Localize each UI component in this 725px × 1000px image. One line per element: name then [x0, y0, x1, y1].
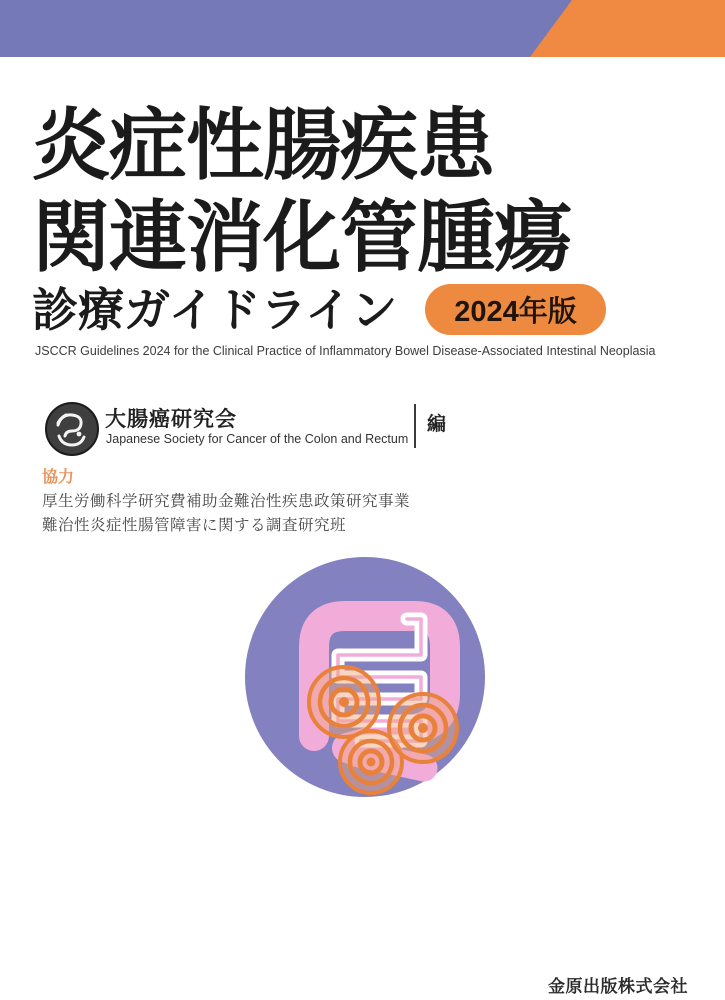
title-line-3: 診療ガイドライン [32, 284, 398, 336]
title-line-2: 関連消化管腫瘍 [32, 193, 572, 281]
tumor-target-left [308, 666, 380, 738]
tumor-target-right [388, 693, 458, 763]
society-name-japanese: 大腸癌研究会 [105, 408, 237, 431]
cooperation-line-1: 厚生労働科学研究費補助金難治性疾患政策研究事業 [42, 493, 411, 510]
cooperation-label: 協力 [42, 469, 75, 486]
editor-divider [414, 404, 416, 448]
logo-dot [77, 432, 82, 437]
top-color-band [0, 0, 725, 57]
title-line-1: 炎症性腸疾患 [32, 101, 495, 189]
society-logo-icon [44, 401, 100, 457]
publisher-name: 金原出版株式会社 [548, 977, 688, 996]
edition-badge: 2024年版 [425, 284, 606, 335]
editor-role-label: 編 [427, 414, 447, 435]
society-name-english: Japanese Society for Cancer of the Colon and Rectum [106, 432, 409, 446]
band-orange-corner [0, 0, 725, 57]
cooperation-line-2: 難治性炎症性腸管障害に関する調査研究班 [42, 517, 347, 534]
cover-illustration [243, 555, 487, 799]
logo-circle [46, 403, 98, 455]
orange-diagonal-shape [530, 0, 725, 57]
subtitle-english: JSCCR Guidelines 2024 for the Clinical Practice of Inflammatory Bowel Disease-Associated Intestinal Neoplasia [35, 344, 656, 358]
